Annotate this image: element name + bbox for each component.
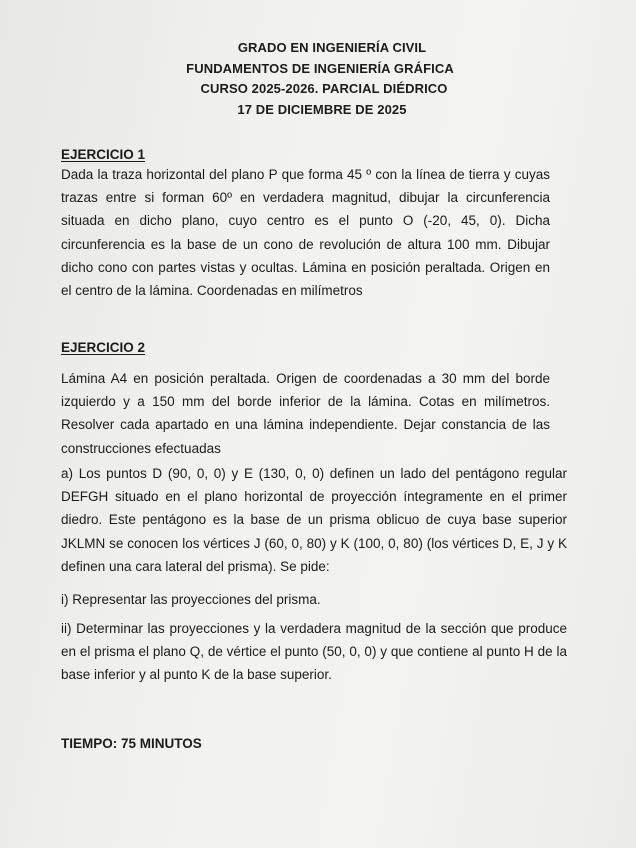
- exercise-2-part-i: i) Representar las proyecciones del prisma.: [61, 592, 321, 607]
- exercise-1-text: Dada la traza horizontal del plano P que forma 45 º con la línea de tierra y cuyas trazas entre si forman 60º en verdadera magnitud, dibujar la circunferencia situada en dicho plano, cuyo centro es el punto O (-20, 45, 0). Dicha circunferencia es la base de un cono de revolución de altura 100 mm. Dibujar dicho cono con partes vistas y ocultas. Lámina en posición peraltada. Origen en el centro de la lámina. Coordenadas en milímetros: [61, 167, 550, 299]
- header-degree: GRADO EN INGENIERÍA CIVIL: [237, 40, 427, 55]
- header-date: 17 DE DICIEMBRE DE 2025: [237, 101, 407, 117]
- header-subject: FUNDAMENTOS DE INGENIERÍA GRÁFICA: [186, 60, 454, 76]
- exercise-2-part-a: a) Los puntos D (90, 0, 0) y E (130, 0, 0) definen un lado del pentágono regular DEFGH situado en el plano horizontal de proyección íntegramente en el primer diedro. Este pentágono es la base de un prisma oblicuo de cuya base superior JKLMN se conocen los vértices J (60, 0, 80) y K (100, 0, 80) (los vértices D, E, J y K definen una cara lateral del prisma). Se pide:: [61, 466, 567, 574]
- exercise-2-title: EJERCICIO 2: [61, 340, 146, 355]
- exercise-2-part-ii: ii) Determinar las proyecciones y la verdadera magnitud de la sección que produce en el prisma el plano Q, de vértice el punto (50, 0, 0) y que contiene al punto H de la base inferior y al punto K de la base superior.: [61, 621, 567, 683]
- exam-header: [0, 38, 636, 120]
- exercise-2-intro: Lámina A4 en posición peraltada. Origen de coordenadas a 30 mm del borde izquierdo y a 150 mm del borde inferior de la lámina. Cotas en milímetros. Resolver cada apartado en una lámina independiente. Dejar constancia de las construcciones efectuadas: [61, 371, 550, 456]
- exercise-1-title: EJERCICIO 1: [61, 147, 146, 162]
- exam-time: TIEMPO: 75 MINUTOS: [61, 736, 202, 751]
- header-course: CURSO 2025-2026. PARCIAL DIÉDRICO: [200, 81, 448, 96]
